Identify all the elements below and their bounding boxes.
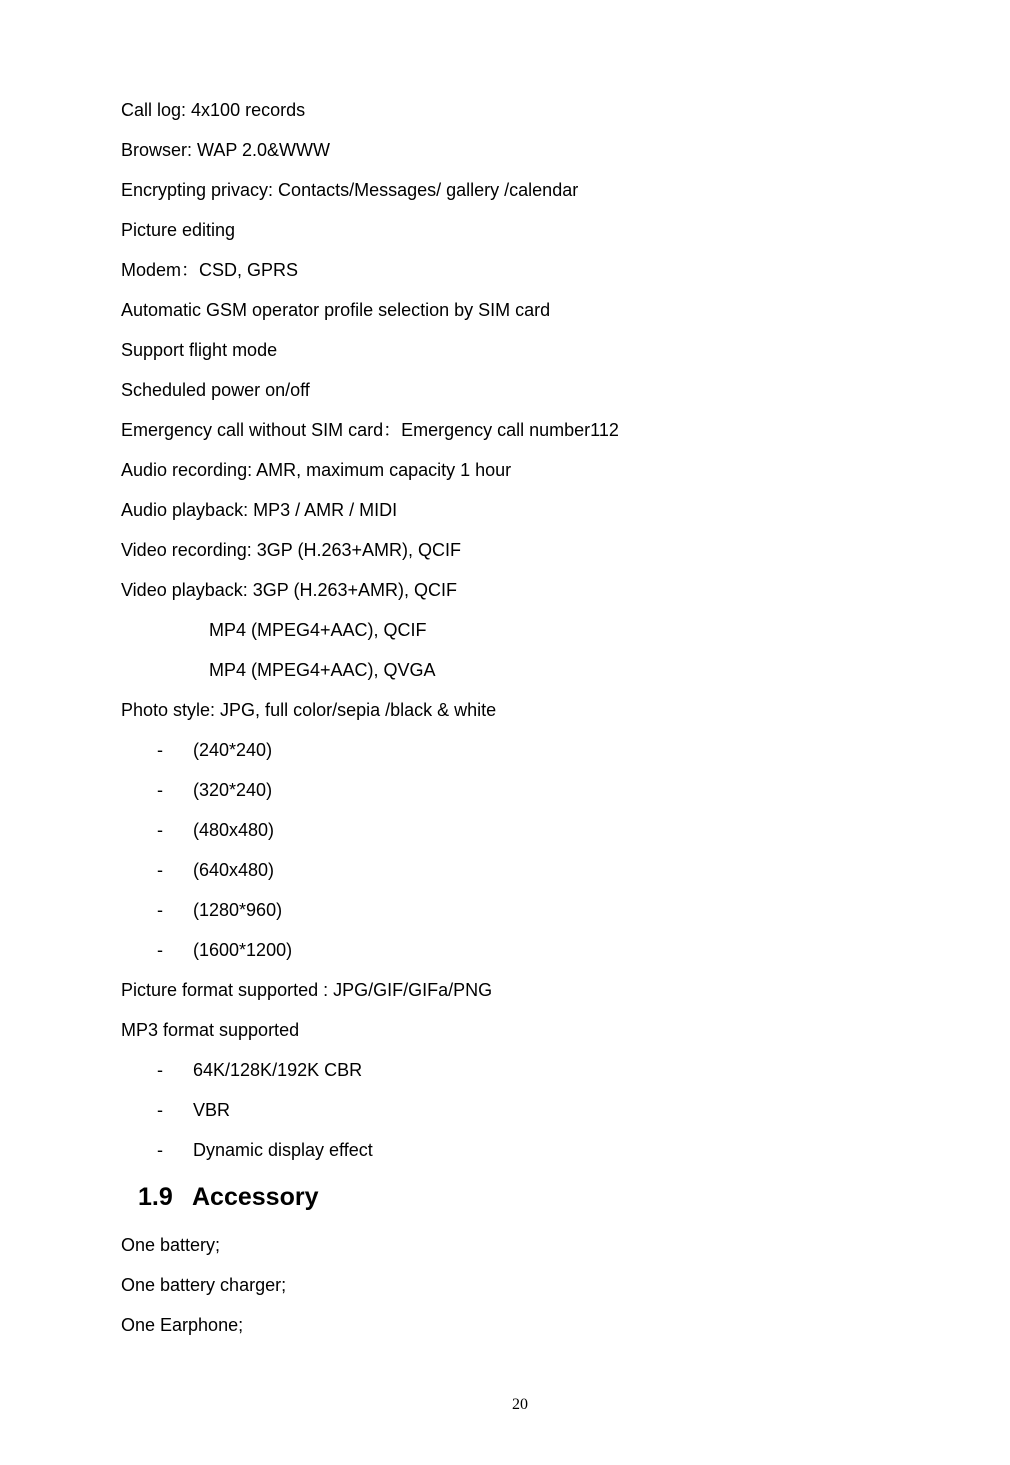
spec-line: Encrypting privacy: Contacts/Messages/ gallery /calendar xyxy=(121,180,579,200)
bullet-dash: - xyxy=(157,1060,163,1080)
accessory-item: One battery; xyxy=(121,1235,221,1255)
spec-line: Scheduled power on/off xyxy=(121,380,310,400)
mp3-item-label: Dynamic display effect xyxy=(193,1140,373,1160)
spec-line: Video playback: 3GP (H.263+AMR), QCIF xyxy=(121,580,457,600)
photo-size-item xyxy=(121,770,901,810)
photo-size-label: (1280*960) xyxy=(193,900,283,920)
section-title: Accessory xyxy=(192,1183,319,1211)
bullet-dash: - xyxy=(157,780,163,800)
photo-size-label: (240*240) xyxy=(193,740,273,760)
spec-line: Support flight mode xyxy=(121,340,278,360)
spec-line: Audio recording: AMR, maximum capacity 1 hour xyxy=(121,460,512,480)
spec-line: Audio playback: MP3 / AMR / MIDI xyxy=(121,500,398,520)
photo-size-item xyxy=(121,810,901,850)
spec-line: Automatic GSM operator profile selection by SIM card xyxy=(121,300,551,320)
bullet-dash: - xyxy=(157,860,163,880)
accessory-item: One battery charger; xyxy=(121,1275,287,1295)
spec-line: Video recording: 3GP (H.263+AMR), QCIF xyxy=(121,540,461,560)
section-heading xyxy=(121,1170,901,1225)
picture-format-line: Picture format supported : JPG/GIF/GIFa/PNG xyxy=(121,980,493,1000)
page-number: 20 xyxy=(512,1396,528,1413)
mp3-item xyxy=(121,1090,901,1130)
mp3-item xyxy=(121,1050,901,1090)
photo-size-item xyxy=(121,850,901,890)
bullet-dash: - xyxy=(157,1100,163,1120)
photo-size-label: (1600*1200) xyxy=(193,940,293,960)
page-content xyxy=(121,90,901,1345)
spec-line: Emergency call without SIM card：Emergency call number112 xyxy=(121,420,619,440)
photo-size-item xyxy=(121,730,901,770)
accessory-item: One Earphone; xyxy=(121,1315,244,1335)
mp3-item xyxy=(121,1130,901,1170)
mp3-item-label: VBR xyxy=(193,1100,231,1120)
photo-style-line: Photo style: JPG, full color/sepia /black & white xyxy=(121,700,497,720)
photo-size-item xyxy=(121,930,901,970)
section-number: 1.9 xyxy=(138,1183,173,1211)
video-playback-continuation: MP4 (MPEG4+AAC), QVGA xyxy=(209,660,436,680)
photo-size-item xyxy=(121,890,901,930)
photo-size-label: (320*240) xyxy=(193,780,273,800)
bullet-dash: - xyxy=(157,900,163,920)
spec-line: Modem：CSD, GPRS xyxy=(121,260,299,280)
bullet-dash: - xyxy=(157,1140,163,1160)
bullet-dash: - xyxy=(157,820,163,840)
bullet-dash: - xyxy=(157,940,163,960)
spec-line: Call log: 4x100 records xyxy=(121,100,306,120)
spec-line: Browser: WAP 2.0&WWW xyxy=(121,140,331,160)
photo-size-label: (640x480) xyxy=(193,860,275,880)
mp3-format-line: MP3 format supported xyxy=(121,1020,300,1040)
bullet-dash: - xyxy=(157,740,163,760)
photo-size-label: (480x480) xyxy=(193,820,275,840)
video-playback-continuation: MP4 (MPEG4+AAC), QCIF xyxy=(209,620,427,640)
spec-line: Picture editing xyxy=(121,220,236,240)
mp3-item-label: 64K/128K/192K CBR xyxy=(193,1060,363,1080)
